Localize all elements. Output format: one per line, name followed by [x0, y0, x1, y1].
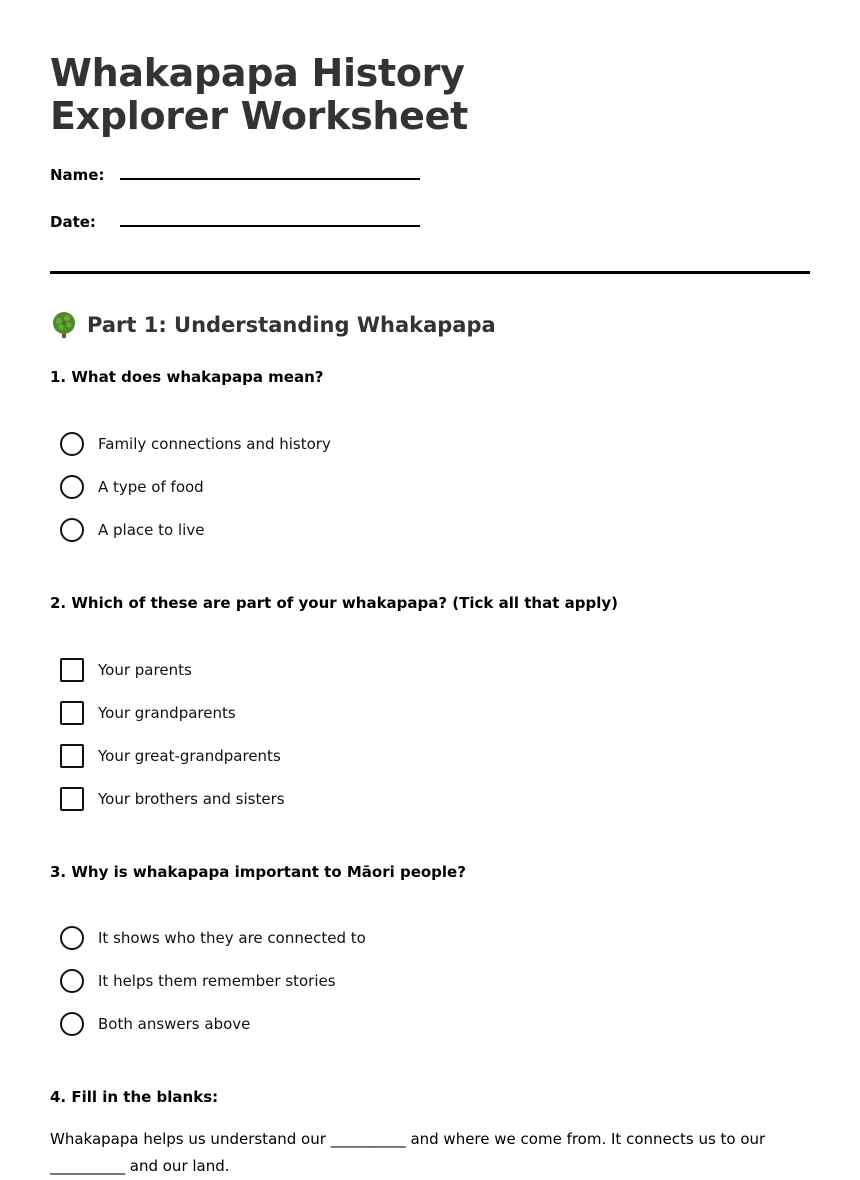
option-label: Your grandparents — [98, 704, 236, 722]
checkbox[interactable] — [60, 658, 84, 682]
date-input-line[interactable] — [120, 225, 420, 227]
page-title: Whakapapa History Explorer Worksheet — [50, 51, 468, 138]
radio-button[interactable] — [60, 926, 84, 950]
q1-option-2[interactable] — [60, 474, 204, 500]
option-label: Both answers above — [98, 1015, 251, 1033]
q2-option-1[interactable] — [60, 657, 192, 683]
option-label: A place to live — [98, 521, 205, 539]
tree-icon — [50, 311, 78, 339]
q2-option-4[interactable] — [60, 786, 285, 812]
option-label: Your parents — [98, 661, 192, 679]
fill-in-blanks-text[interactable]: Whakapapa helps us understand our __________ and where we come from. It connects us to our __________ and our land. — [50, 1130, 766, 1175]
radio-button[interactable] — [60, 518, 84, 542]
checkbox[interactable] — [60, 701, 84, 725]
q1-option-1[interactable] — [60, 431, 331, 457]
q2-option-2[interactable] — [60, 700, 236, 726]
name-input-line[interactable] — [120, 178, 420, 180]
q3-option-1[interactable] — [60, 925, 366, 951]
q2-option-3[interactable] — [60, 743, 281, 769]
name-label: Name: — [50, 166, 105, 184]
option-label: It shows who they are connected to — [98, 929, 366, 947]
q3-option-2[interactable] — [60, 968, 336, 994]
question-1: 1. What does whakapapa mean? — [50, 368, 324, 386]
part1-heading — [50, 310, 496, 340]
radio-button[interactable] — [60, 1012, 84, 1036]
checkbox[interactable] — [60, 744, 84, 768]
radio-button[interactable] — [60, 969, 84, 993]
option-label: Your brothers and sisters — [98, 790, 285, 808]
question-2: 2. Which of these are part of your whakapapa? (Tick all that apply) — [50, 594, 618, 612]
radio-button[interactable] — [60, 475, 84, 499]
radio-button[interactable] — [60, 432, 84, 456]
question-4: 4. Fill in the blanks: — [50, 1088, 219, 1106]
section-divider — [50, 271, 810, 274]
option-label: Your great-grandparents — [98, 747, 281, 765]
date-label: Date: — [50, 213, 96, 231]
option-label: Family connections and history — [98, 435, 331, 453]
q3-option-3[interactable] — [60, 1011, 250, 1037]
q1-option-3[interactable] — [60, 517, 204, 543]
part1-heading-text: Part 1: Understanding Whakapapa — [87, 313, 496, 337]
question-3: 3. Why is whakapapa important to Māori people? — [50, 863, 466, 881]
option-label: It helps them remember stories — [98, 972, 336, 990]
checkbox[interactable] — [60, 787, 84, 811]
option-label: A type of food — [98, 478, 204, 496]
